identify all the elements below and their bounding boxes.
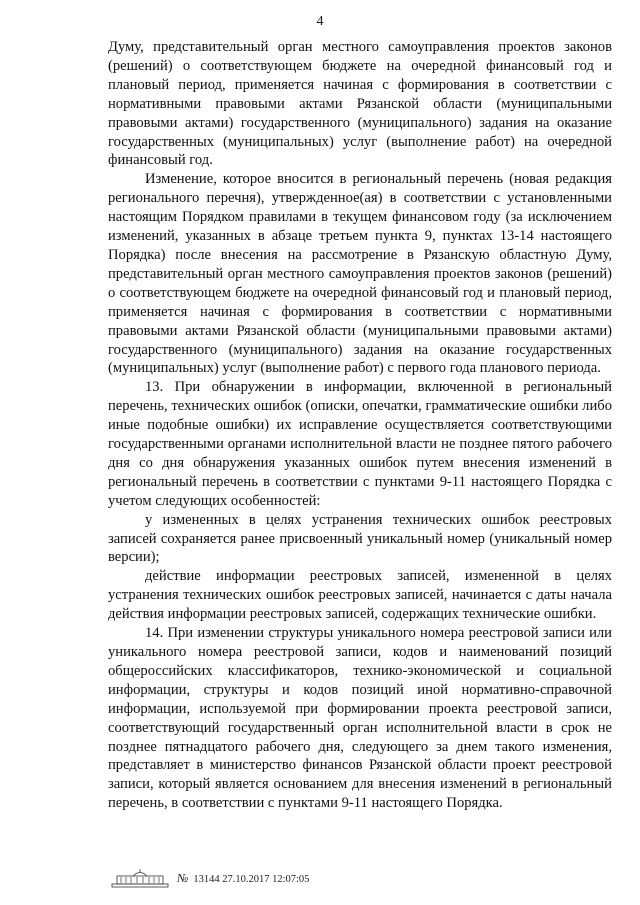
page-number: 4 [316, 14, 324, 29]
footer-stamp [111, 868, 309, 888]
registration-number-date: 13144 27.10.2017 12:07:05 [193, 873, 310, 885]
registration-info [177, 871, 309, 886]
document-body [108, 38, 612, 813]
government-building-icon [111, 868, 169, 888]
paragraph: у измененных в целях устранения технических ошибок реестровых записей сохраняется ранее присвоенный уникальный номер (уникальный номер версии); [108, 511, 612, 566]
paragraph: Изменение, которое вносится в региональный перечень (новая редакция регионального перечня), утвержденное(ая) в соответствии с установленными настоящим Порядком правилами в текущем финансовом году (за исключением изменений, указанных в абзаце третьем пункта 9, пунктах 13-14 настоящего Порядка) после внесения на рассмотрение в Рязанскую областную Думу, представительный орган местного самоуправления проектов законов (решений) о соответствующем бюджете на очередной финансовый год и плановый период, применяется начиная с формирования в соответствии с нормативными правовыми актами Рязанской области (муниципальными правовыми актами) государственного (муниципального) задания на оказание государственных (муниципальных) услуг (выполнение работ) с первого года планового периода. [108, 171, 612, 377]
number-sign: № [177, 870, 189, 885]
paragraph: 13. При обнаружении в информации, включенной в региональный перечень, технических ошибок (описки, опечатки, грамматические ошибки либо иные подобные ошибки) их исправление осуществляется соответствующими государственными органами исполнительной власти не позднее пятого рабочего дня со дня обнаружения указанных ошибок путем внесения изменений в региональный перечень в соответствии с пунктами 9-11 настоящего Порядка с учетом следующих особенностей: [108, 379, 612, 509]
paragraph: 14. При изменении структуры уникального номера реестровой записи или уникального номера реестровой записи, кодов и наименований позиций общероссийских классификаторов, технико-экономической и социальной информации, структуры и кодов позиций иной нормативно-справочной информации, используемой при формировании проекта реестровой записи, соответствующий государственный орган исполнительной власти в срок не позднее пятнадцатого рабочего дня, следующего за днем такого изменения, представляет в министерство финансов Рязанской области проект реестровой записи, который является основанием для внесения изменений в региональный перечень, в соответствии с пунктами 9-11 настоящего Порядка. [108, 625, 612, 812]
paragraph: Думу, представительный орган местного самоуправления проектов законов (решений) о соответствующем бюджете на очередной финансовый год и плановый период, применяется начиная с формирования в соответствии с нормативными правовыми актами Рязанской области (муниципальными правовыми актами) государственного (муниципального) задания на оказание государственных (муниципальных) услуг (выполнение работ) на очередной финансовый год. [108, 39, 612, 169]
paragraph: действие информации реестровых записей, измененной в целях устранения технических ошибок реестровых записей, начинается с даты начала действия информации реестровых записей, содержащих технические ошибки. [108, 568, 612, 623]
